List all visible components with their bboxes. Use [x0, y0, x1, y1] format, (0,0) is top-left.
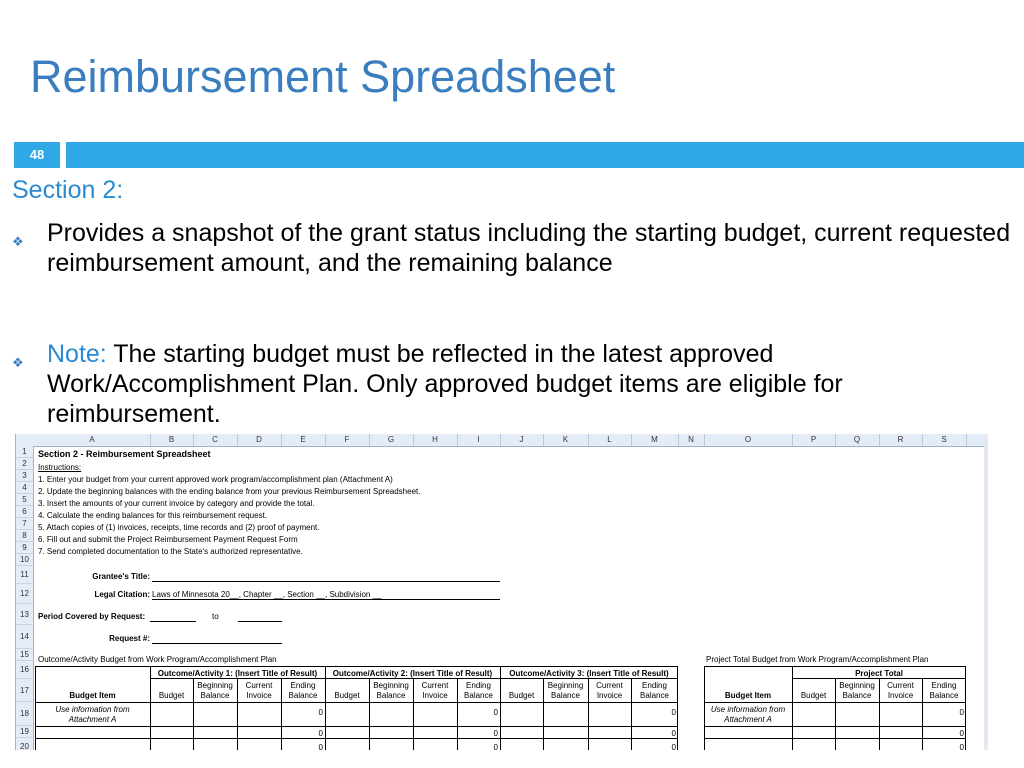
row-header[interactable]: 12	[16, 584, 34, 604]
col-balance: Balance	[200, 691, 230, 700]
col-balance: Balance	[640, 691, 669, 700]
col-balance: Balance	[929, 691, 959, 700]
request-number-field[interactable]	[152, 643, 282, 644]
row-header[interactable]: 2	[16, 458, 34, 470]
col-beginning: Beginning	[197, 681, 233, 690]
outcome-1-header: Outcome/Activity 1: (Insert Title of Result)	[157, 669, 318, 678]
project-budget-label: Project Total Budget from Work Program/Accomplishment Plan	[706, 655, 929, 664]
col-ending: Ending	[290, 681, 316, 690]
ending-balance-cell[interactable]: 0	[671, 729, 676, 738]
col-beginning: Beginning	[839, 681, 875, 690]
row-header[interactable]: 4	[16, 482, 34, 494]
period-covered-label: Period Covered by Request:	[38, 612, 146, 621]
column-header[interactable]: M	[631, 434, 679, 446]
period-end-field[interactable]	[238, 621, 282, 622]
row-header[interactable]: 11	[16, 566, 34, 584]
instruction-line: 1. Enter your budget from your current approved work program/accomplishment plan (Attachment A)	[38, 475, 393, 484]
instruction-line: 2. Update the beginning balances with the ending balance from your previous Reimbursement Spreadsheet.	[38, 487, 421, 496]
col-beginning: Beginning	[373, 681, 409, 690]
ending-balance-cell[interactable]: 0	[318, 743, 323, 750]
col-invoice: Invoice	[422, 691, 448, 700]
use-info-note: Attachment A	[724, 715, 772, 724]
column-header[interactable]: O	[704, 434, 793, 446]
row-header[interactable]: 1	[16, 446, 34, 458]
ending-balance-cell[interactable]: 0	[493, 729, 498, 738]
col-invoice: Invoice	[246, 691, 272, 700]
column-header[interactable]: B	[150, 434, 194, 446]
col-invoice: Invoice	[887, 691, 914, 700]
col-beginning: Beginning	[547, 681, 584, 690]
request-number-label: Request #:	[109, 634, 150, 643]
bullet-text: Provides a snapshot of the grant status including the starting budget, current requested reimbursement amount, and the remaining balance	[47, 219, 1011, 277]
row-header[interactable]: 19	[16, 726, 34, 738]
ending-balance-cell[interactable]: 0	[493, 708, 498, 717]
instruction-line: 5. Attach copies of (1) invoices, receipts, time records and (2) proof of payment.	[38, 523, 320, 532]
sheet-heading: Section 2 - Reimbursement Spreadsheet	[38, 449, 211, 459]
row-header[interactable]: 17	[16, 679, 34, 702]
col-balance: Balance	[842, 691, 872, 700]
bullet-snapshot	[12, 218, 1012, 278]
row-header[interactable]: 13	[16, 604, 34, 625]
ending-balance-cell[interactable]: 0	[318, 708, 323, 717]
col-ending: Ending	[466, 681, 491, 690]
col-budget: Budget	[158, 691, 185, 700]
ending-balance-cell[interactable]: 0	[959, 708, 964, 717]
row-header[interactable]: 3	[16, 470, 34, 482]
instruction-line: 7. Send completed documentation to the State's authorized representative.	[38, 547, 303, 556]
legal-citation-label: Legal Citation:	[94, 590, 150, 599]
col-current: Current	[245, 681, 273, 690]
col-ending: Ending	[642, 681, 667, 690]
column-header-row	[16, 434, 984, 447]
slide-number: 48	[14, 142, 60, 168]
col-budget: Budget	[334, 691, 360, 700]
title-divider-bar	[66, 142, 1024, 168]
bullet-text	[47, 339, 1012, 429]
ending-balance-cell[interactable]: 0	[318, 729, 323, 738]
legal-citation-value: Laws of Minnesota 20__, Chapter __, Section __, Subdivision __	[152, 590, 382, 599]
row-header[interactable]: 7	[16, 518, 34, 530]
col-budget: Budget	[508, 691, 535, 700]
slide-title: Reimbursement Spreadsheet	[30, 51, 616, 102]
section-heading: Section 2:	[12, 176, 124, 204]
row-header[interactable]: 14	[16, 625, 34, 649]
column-header[interactable]: C	[193, 434, 238, 446]
col-balance: Balance	[551, 691, 580, 700]
row-header[interactable]: 5	[16, 494, 34, 506]
note-text: The starting budget must be reflected in the latest approved Work/Accomplishment Plan. Only approved budget items are eligible for reimbursement.	[47, 340, 843, 428]
period-start-field[interactable]	[150, 621, 196, 622]
col-balance: Balance	[288, 691, 318, 700]
legal-citation-underline	[152, 599, 500, 600]
instruction-line: 3. Insert the amounts of your current invoice by category and provide the total.	[38, 499, 315, 508]
column-header[interactable]: E	[281, 434, 326, 446]
bullet-note	[12, 339, 1012, 429]
column-header[interactable]: G	[369, 434, 414, 446]
spreadsheet-screenshot	[15, 434, 988, 750]
column-header[interactable]: H	[413, 434, 458, 446]
budget-item-header: Budget Item	[724, 691, 772, 700]
col-balance: Balance	[464, 691, 493, 700]
instructions-label: Instructions:	[38, 463, 82, 472]
col-current: Current	[596, 681, 623, 690]
row-header[interactable]: 10	[16, 554, 34, 566]
outcome-3-header: Outcome/Activity 3: (Insert Title of Result)	[509, 669, 669, 678]
col-ending: Ending	[931, 681, 957, 690]
note-label: Note:	[47, 340, 107, 368]
instruction-line: 6. Fill out and submit the Project Reimbursement Payment Request Form	[38, 535, 298, 544]
ending-balance-cell[interactable]: 0	[671, 743, 676, 750]
column-header[interactable]: N	[678, 434, 705, 446]
period-to-label: to	[212, 612, 219, 621]
row-header[interactable]: 9	[16, 542, 34, 554]
outcome-2-header: Outcome/Activity 2: (Insert Title of Result)	[332, 669, 493, 678]
row-header[interactable]: 8	[16, 530, 34, 542]
column-header[interactable]: K	[543, 434, 589, 446]
col-current: Current	[887, 681, 914, 690]
column-header[interactable]: R	[879, 434, 923, 446]
column-header[interactable]: J	[500, 434, 544, 446]
col-budget: Budget	[800, 691, 827, 700]
row-header[interactable]: 6	[16, 506, 34, 518]
col-invoice: Invoice	[596, 691, 623, 700]
col-current: Current	[421, 681, 449, 690]
ending-balance-cell[interactable]: 0	[671, 708, 676, 717]
budget-item-header: Budget Item	[69, 691, 116, 700]
ending-balance-cell[interactable]: 0	[959, 743, 964, 750]
outcome-budget-label: Outcome/Activity Budget from Work Program/Accomplishment Plan	[38, 655, 277, 664]
use-info-note: Attachment A	[68, 715, 117, 724]
instruction-line: 4. Calculate the ending balances for this reimbursement request.	[38, 511, 268, 520]
col-balance: Balance	[376, 691, 406, 700]
column-header[interactable]: A	[34, 434, 151, 446]
row-header[interactable]: 16	[16, 661, 34, 679]
project-total-header: Project Total	[855, 669, 903, 678]
bullet-diamond-icon: ❖	[12, 234, 24, 249]
grantee-title-label: Grantee's Title:	[92, 572, 150, 581]
grantee-title-field[interactable]	[152, 581, 500, 582]
ending-balance-cell[interactable]: 0	[959, 729, 964, 738]
row-header[interactable]: 15	[16, 649, 34, 661]
use-info-note: Use information from	[710, 705, 786, 714]
column-header[interactable]: S	[922, 434, 967, 446]
column-header[interactable]: L	[588, 434, 632, 446]
bullet-diamond-icon: ❖	[12, 355, 24, 370]
ending-balance-cell[interactable]: 0	[493, 743, 498, 750]
row-header[interactable]: 20	[16, 738, 34, 750]
use-info-note: Use information from	[55, 705, 130, 714]
column-header[interactable]: F	[325, 434, 370, 446]
row-header[interactable]: 18	[16, 702, 34, 726]
column-header[interactable]: D	[237, 434, 282, 446]
column-header[interactable]: P	[792, 434, 836, 446]
column-header[interactable]: Q	[835, 434, 880, 446]
column-header[interactable]: I	[457, 434, 501, 446]
